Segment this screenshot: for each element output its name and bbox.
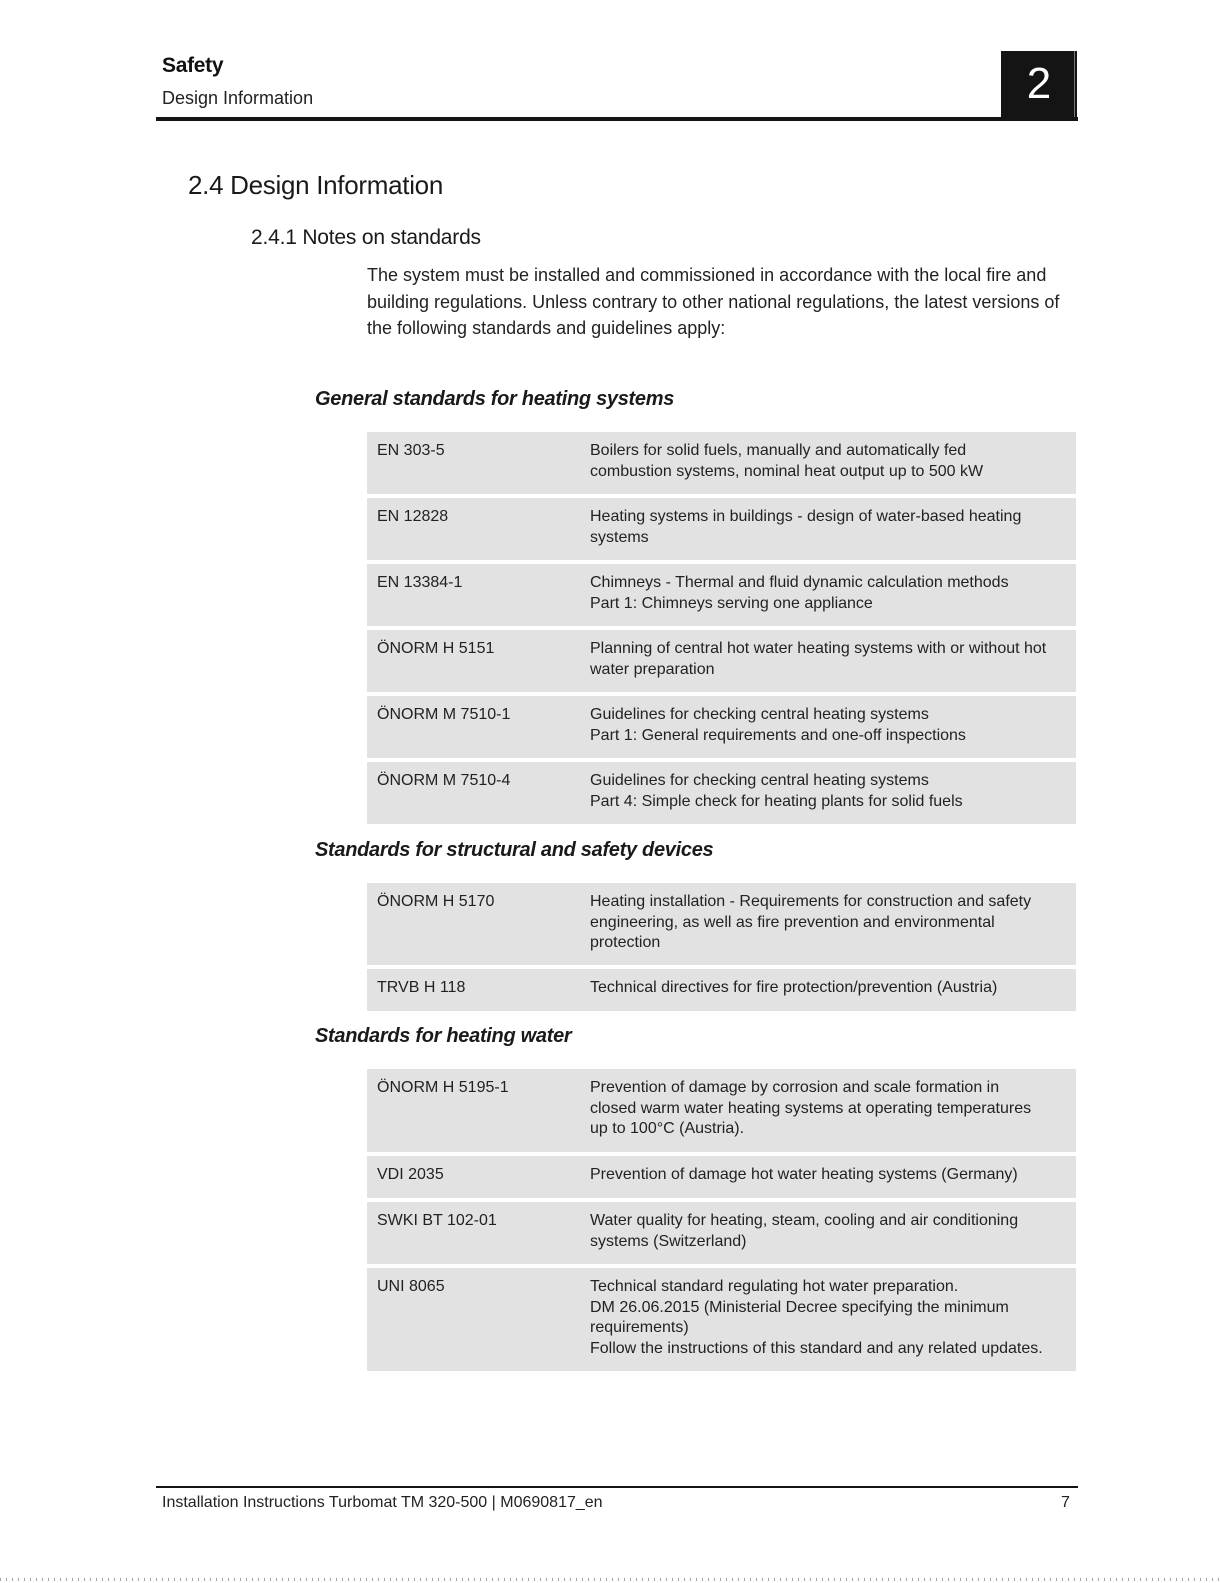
table-row <box>367 630 1076 692</box>
standard-description: Heating installation - Requirements for construction and safety engineering, as well as fire prevention and environmental protection <box>590 893 1032 951</box>
subsection-title: 2.4.1 Notes on standards <box>251 226 481 249</box>
group-title-structural-safety: Standards for structural and safety devices <box>315 839 714 861</box>
table-row <box>367 1268 1076 1371</box>
intro-paragraph: The system must be installed and commissioned in accordance with the local fire and building regulations. Unless contrary to other national regulations, the latest versions of the following standards and guidelines apply: <box>367 265 1060 338</box>
chapter-number-badge: 2 <box>1001 51 1077 119</box>
table-row <box>367 1156 1076 1198</box>
footer-document-title: Installation Instructions Turbomat TM 320-500 | M0690817_en <box>162 1494 603 1511</box>
standard-description: Planning of central hot water heating systems with or without hot water preparation <box>590 640 1047 678</box>
standard-description: Guidelines for checking central heating systems Part 4: Simple check for heating plants for solid fuels <box>590 772 963 810</box>
table-row <box>367 883 1076 965</box>
standard-description: Technical directives for fire protection/prevention (Austria) <box>590 979 998 996</box>
table-row <box>367 564 1076 626</box>
page-number: 7 <box>1061 1494 1070 1511</box>
standard-code: VDI 2035 <box>377 1166 444 1183</box>
standard-code: ÖNORM H 5151 <box>377 640 495 657</box>
standard-code: ÖNORM M 7510-4 <box>377 772 511 789</box>
group-title-general: General standards for heating systems <box>315 388 675 410</box>
table-row <box>367 969 1076 1011</box>
table-row <box>367 1202 1076 1264</box>
footer-divider <box>156 1486 1078 1488</box>
standards-table-structural-safety <box>367 883 1076 1015</box>
table-row <box>367 498 1076 560</box>
standard-code: EN 303-5 <box>377 442 445 459</box>
standard-description: Boilers for solid fuels, manually and automatically fed combustion systems, nominal heat output up to 500 kW <box>590 442 984 480</box>
standard-description: Technical standard regulating hot water preparation. DM 26.06.2015 (Ministerial Decree specifying the minimum requirements) Follow the instructions of this standard and any related updates. <box>590 1278 1043 1357</box>
standard-code: ÖNORM H 5170 <box>377 893 495 910</box>
standard-description: Prevention of damage hot water heating systems (Germany) <box>590 1166 1018 1183</box>
table-row <box>367 762 1076 824</box>
standard-code: UNI 8065 <box>377 1278 445 1295</box>
standard-code: ÖNORM M 7510-1 <box>377 706 511 723</box>
scan-edge-dots <box>0 1578 1220 1581</box>
standard-code: ÖNORM H 5195-1 <box>377 1079 509 1096</box>
table-row <box>367 696 1076 758</box>
standard-description: Water quality for heating, steam, cooling and air conditioning systems (Switzerland) <box>590 1212 1019 1250</box>
group-title-heating-water: Standards for heating water <box>315 1025 572 1047</box>
header-divider <box>156 117 1078 121</box>
standard-code: SWKI BT 102-01 <box>377 1212 497 1229</box>
header-subtitle: Design Information <box>162 88 314 108</box>
table-row <box>367 1069 1076 1152</box>
standard-description: Heating systems in buildings - design of water-based heating systems <box>590 508 1022 546</box>
standard-code: TRVB H 118 <box>377 979 466 996</box>
standards-table-general <box>367 432 1076 828</box>
header-title: Safety <box>162 54 224 77</box>
table-row <box>367 432 1076 494</box>
standard-description: Chimneys - Thermal and fluid dynamic calculation methods Part 1: Chimneys serving one appliance <box>590 574 1009 612</box>
standard-description: Prevention of damage by corrosion and scale formation in closed warm water heating systems at operating temperatures up to 100°C (Austria). <box>590 1079 1032 1137</box>
standard-code: EN 13384-1 <box>377 574 463 591</box>
standard-description: Guidelines for checking central heating systems Part 1: General requirements and one-off inspections <box>590 706 966 744</box>
standards-table-heating-water <box>367 1069 1076 1375</box>
section-title: 2.4 Design Information <box>188 170 443 200</box>
standard-code: EN 12828 <box>377 508 449 525</box>
